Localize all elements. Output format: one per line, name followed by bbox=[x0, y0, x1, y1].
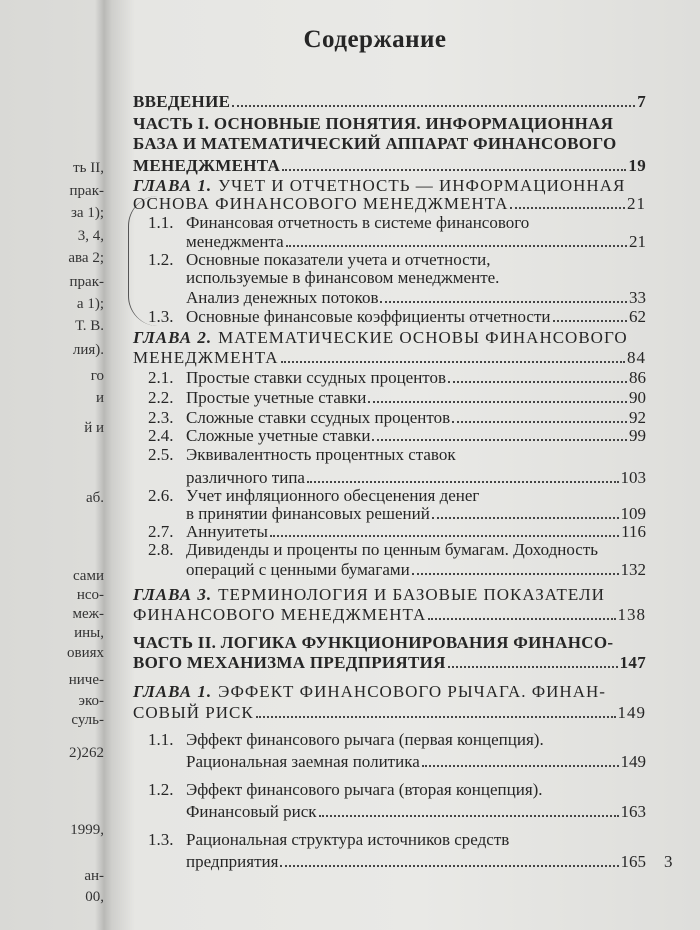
toc-dot-leader bbox=[368, 401, 627, 403]
toc-entry-title: Простые ставки ссудных процентов bbox=[186, 368, 447, 387]
toc-entry-title: Рациональная структура источников средств bbox=[186, 830, 510, 849]
toc-entry-title: ЭФФЕКТ ФИНАНСОВОГО РЫЧАГА. ФИНАН- bbox=[218, 682, 606, 701]
toc-entry-title: операций с ценными бумагами bbox=[186, 560, 410, 579]
left-page-text-fragment: ан- bbox=[84, 868, 104, 884]
left-page-text-fragment: ниче- bbox=[68, 672, 104, 688]
toc-entry-title: Эффект финансового рычага (вторая концепция). bbox=[186, 780, 543, 799]
toc-entry bbox=[148, 445, 646, 465]
toc-entry bbox=[148, 213, 646, 233]
left-page-text-fragment: прак- bbox=[69, 183, 104, 199]
toc-entry bbox=[133, 703, 646, 723]
toc-entry-page: 103 bbox=[620, 468, 646, 487]
toc-entry-title: Эквивалентность процентных ставок bbox=[186, 445, 456, 464]
toc-entry-title: ТЕРМИНОЛОГИЯ И БАЗОВЫЕ ПОКАЗАТЕЛИ bbox=[218, 585, 605, 604]
toc-entry bbox=[133, 176, 646, 196]
toc-dot-leader bbox=[282, 169, 626, 171]
toc-entry-title: Основные финансовые коэффициенты отчетности bbox=[186, 307, 551, 326]
toc-entry bbox=[133, 92, 646, 112]
toc-entry-title: Анализ денежных потоков bbox=[186, 288, 379, 307]
left-page-text-fragment: 3, 4, bbox=[77, 228, 104, 244]
toc-dot-leader bbox=[319, 815, 619, 817]
toc-entry bbox=[186, 268, 646, 288]
toc-entry bbox=[148, 426, 646, 446]
left-page-text-fragment: го bbox=[90, 368, 104, 384]
toc-entry bbox=[186, 752, 646, 772]
toc-entry bbox=[186, 852, 646, 872]
toc-entry-page: 149 bbox=[620, 752, 646, 771]
left-page-text-fragment: за 1); bbox=[71, 205, 104, 221]
toc-entry-page: 99 bbox=[629, 426, 646, 445]
left-page-text-fragment: ава 2; bbox=[68, 250, 104, 266]
left-page-text-fragment: прак- bbox=[69, 274, 104, 290]
toc-entry-title: Финансовая отчетность в системе финансового bbox=[186, 213, 530, 232]
toc-dot-leader bbox=[256, 716, 616, 718]
toc-entry bbox=[186, 468, 646, 488]
toc-entry-page: 19 bbox=[628, 156, 646, 175]
toc-entry bbox=[133, 682, 646, 702]
toc-entry-title: МАТЕМАТИЧЕСКИЕ ОСНОВЫ ФИНАНСОВОГО bbox=[218, 328, 628, 347]
toc-entry-title: Эффект финансового рычага (первая концепция). bbox=[186, 730, 544, 749]
toc-entry bbox=[148, 486, 646, 506]
toc-entry-number: 2.4. bbox=[148, 426, 174, 445]
left-page-text-fragment: суль- bbox=[71, 712, 104, 728]
toc-entry bbox=[186, 802, 646, 822]
toc-entry-page: 33 bbox=[629, 288, 646, 307]
toc-entry-page: 62 bbox=[629, 307, 646, 326]
toc-entry-title: ЧАСТЬ I. ОСНОВНЫЕ ПОНЯТИЯ. ИНФОРМАЦИОННАЯ bbox=[133, 114, 614, 133]
left-page-text-fragment: овиях bbox=[66, 645, 104, 661]
page-number: 3 bbox=[664, 852, 673, 871]
toc-entry-page: 138 bbox=[617, 605, 646, 624]
left-page-text-fragment: эко- bbox=[78, 693, 104, 709]
toc-entry-title: менеджмента bbox=[186, 232, 284, 251]
toc-entry-title: ВОГО МЕХАНИЗМА ПРЕДПРИЯТИЯ bbox=[133, 653, 446, 672]
toc-dot-leader bbox=[553, 320, 628, 322]
toc-entry bbox=[133, 348, 646, 368]
toc-entry-title: Аннуитеты bbox=[186, 522, 268, 541]
toc-entry-title: Дивиденды и проценты по ценным бумагам. Доходность bbox=[186, 540, 599, 559]
toc-entry-title: СОВЫЙ РИСК bbox=[133, 703, 254, 722]
left-page-text-fragment: 1999, bbox=[70, 822, 104, 838]
toc-entry bbox=[133, 114, 646, 134]
toc-entry-page: 21 bbox=[629, 232, 646, 251]
toc-entry-title: Учет инфляционного обесценения денег bbox=[186, 486, 480, 505]
toc-dot-leader bbox=[432, 517, 619, 519]
toc-entry-title: используемые в финансовом менеджменте. bbox=[186, 268, 500, 287]
page-title: Содержание bbox=[303, 26, 447, 53]
toc-entry bbox=[148, 368, 646, 388]
toc-dot-leader bbox=[270, 535, 619, 537]
toc-entry bbox=[133, 194, 646, 214]
toc-entry-page: 149 bbox=[617, 703, 646, 722]
toc-dot-leader bbox=[307, 481, 619, 483]
toc-entry-title: УЧЕТ И ОТЧЕТНОСТЬ — ИНФОРМАЦИОННАЯ bbox=[218, 176, 626, 195]
left-page-text-fragment: и bbox=[95, 390, 104, 406]
toc-entry bbox=[186, 560, 646, 580]
toc-entry-number: 2.1. bbox=[148, 368, 174, 387]
toc-entry-title: Сложные учетные ставки bbox=[186, 426, 371, 445]
toc-entry-title: ФИНАНСОВОГО МЕНЕДЖМЕНТА bbox=[133, 605, 427, 624]
toc-entry bbox=[148, 408, 646, 428]
left-page-text-fragment: 2)262 bbox=[69, 745, 104, 761]
toc-entry-title: Финансовый риск bbox=[186, 802, 317, 821]
toc-entry-page: 109 bbox=[620, 504, 646, 523]
toc-chapter-label: ГЛАВА 1. bbox=[133, 682, 213, 701]
toc-dot-leader bbox=[280, 865, 618, 867]
left-page-text-fragment: меж- bbox=[72, 606, 104, 622]
toc-entry-title: различного типа bbox=[186, 468, 305, 487]
toc-entry-page: 86 bbox=[629, 368, 646, 387]
toc-entry-page: 116 bbox=[621, 522, 646, 541]
toc-entry-page: 21 bbox=[627, 194, 646, 213]
left-page-text-fragment: сами bbox=[72, 568, 104, 584]
toc-dot-leader bbox=[286, 245, 627, 247]
left-page-text-fragment: а 1); bbox=[76, 296, 104, 312]
toc-entry bbox=[148, 780, 646, 800]
toc-dot-leader bbox=[380, 301, 627, 303]
toc-entry-number: 1.1. bbox=[148, 730, 174, 749]
toc-entry-title: в принятии финансовых решений bbox=[186, 504, 430, 523]
left-page-text-fragment: ть II, bbox=[73, 160, 104, 176]
toc-entry bbox=[133, 633, 646, 653]
toc-entry-title: предприятия bbox=[186, 852, 279, 871]
toc-dot-leader bbox=[232, 105, 635, 107]
toc-entry-title: Сложные ставки ссудных процентов bbox=[186, 408, 451, 427]
toc-entry bbox=[133, 585, 646, 605]
toc-entry bbox=[186, 504, 646, 524]
left-page-text-fragment: 00, bbox=[85, 889, 104, 905]
toc-entry-title: Простые учетные ставки bbox=[186, 388, 367, 407]
toc-entry-number: 2.3. bbox=[148, 408, 174, 427]
toc-dot-leader bbox=[412, 573, 619, 575]
toc-entry bbox=[148, 540, 646, 560]
toc-entry-page: 92 bbox=[629, 408, 646, 427]
toc-entry-title: Рациональная заемная политика bbox=[186, 752, 420, 771]
toc-entry-title: Основные показатели учета и отчетности, bbox=[186, 250, 491, 269]
toc-entry bbox=[186, 288, 646, 308]
toc-entry bbox=[133, 134, 646, 154]
toc-entry-number: 2.6. bbox=[148, 486, 174, 505]
toc-entry bbox=[133, 156, 646, 176]
toc-entry-page: 147 bbox=[619, 653, 646, 672]
toc-entry-number: 1.3. bbox=[148, 830, 174, 849]
left-page-text-fragment: Т. В. bbox=[75, 318, 104, 334]
toc-entry-title: БАЗА И МАТЕМАТИЧЕСКИЙ АППАРАТ ФИНАНСОВОГО bbox=[133, 134, 617, 153]
toc-entry bbox=[148, 522, 646, 542]
toc-entry bbox=[133, 605, 646, 625]
toc-entry-title: МЕНЕДЖМЕНТА bbox=[133, 156, 281, 175]
toc-entry-title: ВВЕДЕНИЕ bbox=[133, 92, 231, 111]
toc-entry bbox=[148, 730, 646, 750]
left-page-text-fragment: аб. bbox=[85, 490, 104, 506]
toc-dot-leader bbox=[372, 439, 627, 441]
left-page-text-fragment: ины, bbox=[74, 625, 104, 641]
toc-dot-leader bbox=[448, 666, 618, 668]
toc-entry-page: 132 bbox=[620, 560, 646, 579]
toc-dot-leader bbox=[428, 618, 615, 620]
left-page-text-fragment: лия). bbox=[72, 342, 104, 358]
toc-entry bbox=[148, 307, 646, 327]
toc-entry bbox=[186, 232, 646, 252]
toc-entry-title: ЧАСТЬ II. ЛОГИКА ФУНКЦИОНИРОВАНИЯ ФИНАНСО- bbox=[133, 633, 614, 652]
toc-entry-page: 84 bbox=[627, 348, 646, 367]
left-page-text-fragment: й и bbox=[84, 420, 104, 436]
toc-entry-number: 1.2. bbox=[148, 250, 174, 269]
toc-entry bbox=[148, 250, 646, 270]
toc-entry-number: 1.3. bbox=[148, 307, 174, 326]
toc-entry-page: 165 bbox=[620, 852, 646, 871]
toc-entry-number: 1.1. bbox=[148, 213, 174, 232]
toc-entry bbox=[133, 653, 646, 673]
toc-chapter-label: ГЛАВА 3. bbox=[133, 585, 213, 604]
toc-entry bbox=[133, 328, 646, 348]
toc-entry-number: 2.8. bbox=[148, 540, 174, 559]
toc-entry-page: 7 bbox=[637, 92, 646, 111]
toc-entry-number: 2.7. bbox=[148, 522, 174, 541]
toc-entry-page: 163 bbox=[620, 802, 646, 821]
toc-dot-leader bbox=[448, 381, 627, 383]
toc-entry bbox=[148, 830, 646, 850]
left-page-text-fragment: нсо- bbox=[76, 587, 104, 603]
toc-dot-leader bbox=[422, 765, 619, 767]
toc-chapter-label: ГЛАВА 2. bbox=[133, 328, 213, 347]
toc-entry bbox=[148, 388, 646, 408]
toc-chapter-label: ГЛАВА 1. bbox=[133, 176, 213, 195]
toc-entry-title: ОСНОВА ФИНАНСОВОГО МЕНЕДЖМЕНТА bbox=[133, 194, 509, 213]
toc-entry-title: МЕНЕДЖМЕНТА bbox=[133, 348, 279, 367]
toc-dot-leader bbox=[510, 207, 625, 209]
toc-entry-number: 2.5. bbox=[148, 445, 174, 464]
toc-entry-page: 90 bbox=[629, 388, 646, 407]
toc-dot-leader bbox=[281, 361, 625, 363]
toc-dot-leader bbox=[452, 421, 627, 423]
toc-entry-number: 1.2. bbox=[148, 780, 174, 799]
toc-entry-number: 2.2. bbox=[148, 388, 174, 407]
